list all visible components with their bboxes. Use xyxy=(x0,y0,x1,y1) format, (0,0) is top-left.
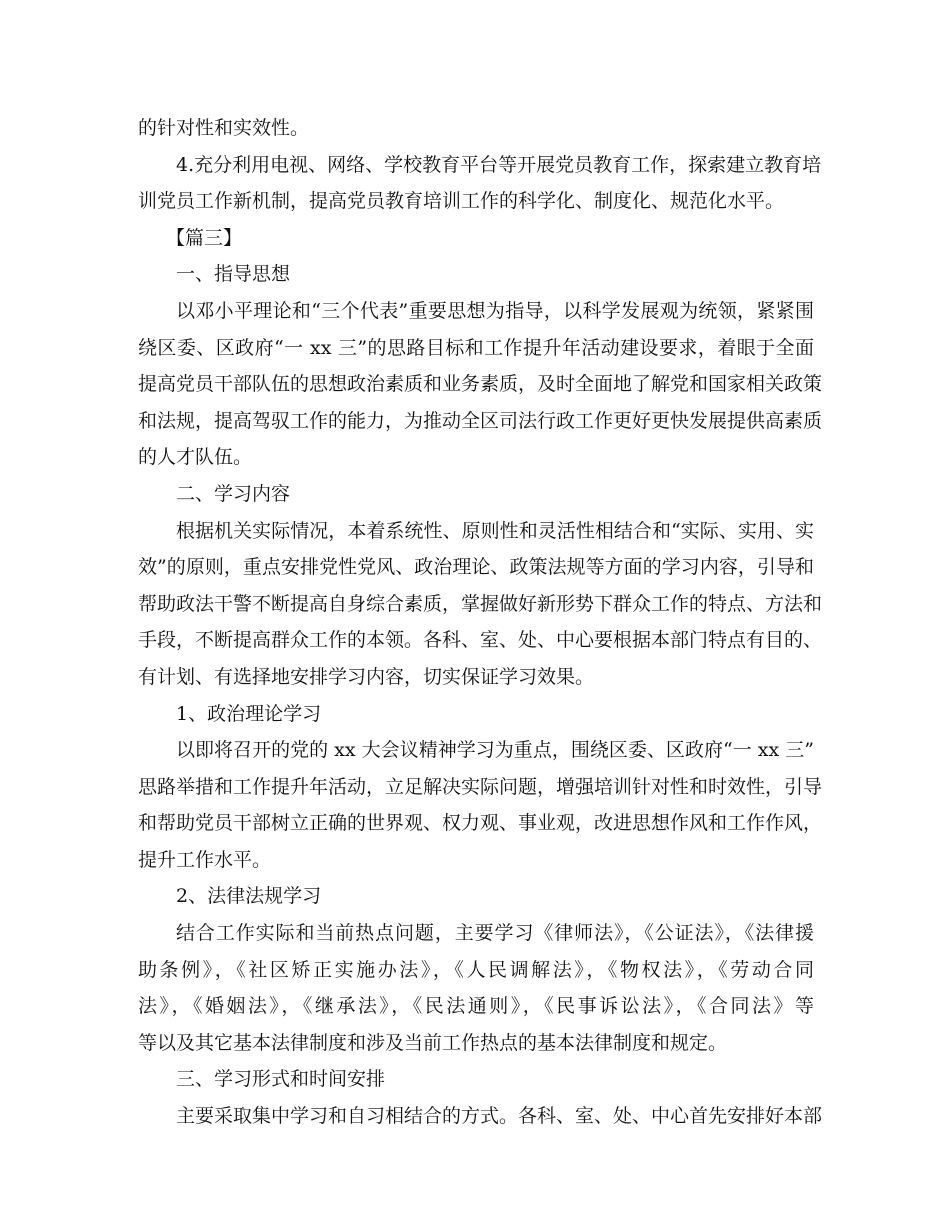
text-line: 的针对性和实效性。 xyxy=(138,117,310,139)
heading-text: 一、指导思想 xyxy=(176,263,291,286)
text-line: 训党员工作新机制，提高党员教育培训工作的科学化、制度化、规范化水平。 xyxy=(138,190,785,213)
paragraph-study-format xyxy=(138,1098,823,1135)
heading-text: 三、学习形式和时间安排 xyxy=(176,1068,386,1091)
text-line: 有计划、有选择地安排学习内容，切实保证学习效果。 xyxy=(138,665,595,688)
section-title-text: 【篇三】 xyxy=(166,226,243,249)
text-line: 结合工作实际和当前热点问题，主要学习《律师法》，《公证法》，《法律援 xyxy=(176,922,814,945)
text-line: 效”的原则，重点安排党性党风、政治理论、政策法规等方面的学习内容，引导和 xyxy=(138,556,814,579)
heading-study-format xyxy=(138,1061,814,1098)
text-line: 以邓小平理论和“三个代表”重要思想为指导，以科学发展观为统领，紧紧围 xyxy=(176,299,814,322)
text-line: 提高党员干部队伍的思想政治素质和业务素质，及时全面地了解党和国家相关政策 xyxy=(138,373,823,396)
text-line: 手段，不断提高群众工作的本领。各科、室、处、中心要根据本部门特点有目的、 xyxy=(138,629,823,652)
text-line: 助条例》，《社区矫正实施办法》，《人民调解法》，《物权法》，《劳动合同 xyxy=(138,958,814,981)
text-line: 和帮助党员干部树立正确的世界观、权力观、事业观，改进思想作风和工作作风， xyxy=(138,812,823,835)
text-line: 4.充分利用电视、网络、学校教育平台等开展党员教育工作，探索建立教育培 xyxy=(176,153,822,176)
text-line: 和法规，提高驾驭工作的能力，为推动全区司法行政工作更好更快发展提供高素质 xyxy=(138,409,823,432)
paragraph-study-content xyxy=(138,513,823,696)
text-line: 主要采取集中学习和自习相结合的方式。各科、室、处、中心首先安排好本部 xyxy=(176,1105,823,1128)
document-page xyxy=(138,110,823,1135)
text-line: 提升工作水平。 xyxy=(138,848,272,871)
heading-text: 1、政治理论学习 xyxy=(176,702,322,725)
paragraph-continuation xyxy=(138,110,814,147)
text-line: 的人才队伍。 xyxy=(138,446,253,469)
paragraph-item-4 xyxy=(138,147,822,220)
paragraph-political-theory xyxy=(138,732,823,878)
text-line: 根据机关实际情况，本着系统性、原则性和灵活性相结合和“实际、实用、实 xyxy=(176,519,814,542)
heading-law-study xyxy=(138,878,814,915)
heading-political-theory xyxy=(138,696,814,733)
text-line: 思路举措和工作提升年活动，立足解决实际问题，增强培训针对性和时效性，引导 xyxy=(138,775,823,798)
text-line: 以即将召开的党的 xx 大会议精神学习为重点，围绕区委、区政府“一 xx 三” xyxy=(176,739,814,762)
heading-study-content xyxy=(138,476,814,513)
section-title xyxy=(138,220,814,257)
text-line: 等以及其它基本法律制度和涉及当前工作热点的基本法律制度和规定。 xyxy=(138,1031,728,1054)
heading-guiding-thought xyxy=(138,256,814,293)
text-line: 帮助政法干警不断提高自身综合素质，掌握做好新形势下群众工作的特点、方法和 xyxy=(138,592,823,615)
heading-text: 2、法律法规学习 xyxy=(176,885,322,908)
text-line: 绕区委、区政府“一 xx 三”的思路目标和工作提升年活动建设要求，着眼于全面 xyxy=(138,336,814,359)
paragraph-guiding-thought xyxy=(138,293,823,476)
paragraph-law-study xyxy=(138,915,814,1061)
text-line: 法》，《婚姻法》，《继承法》，《民法通则》，《民事诉讼法》，《合同法》等 xyxy=(138,995,814,1018)
heading-text: 二、学习内容 xyxy=(176,482,291,505)
